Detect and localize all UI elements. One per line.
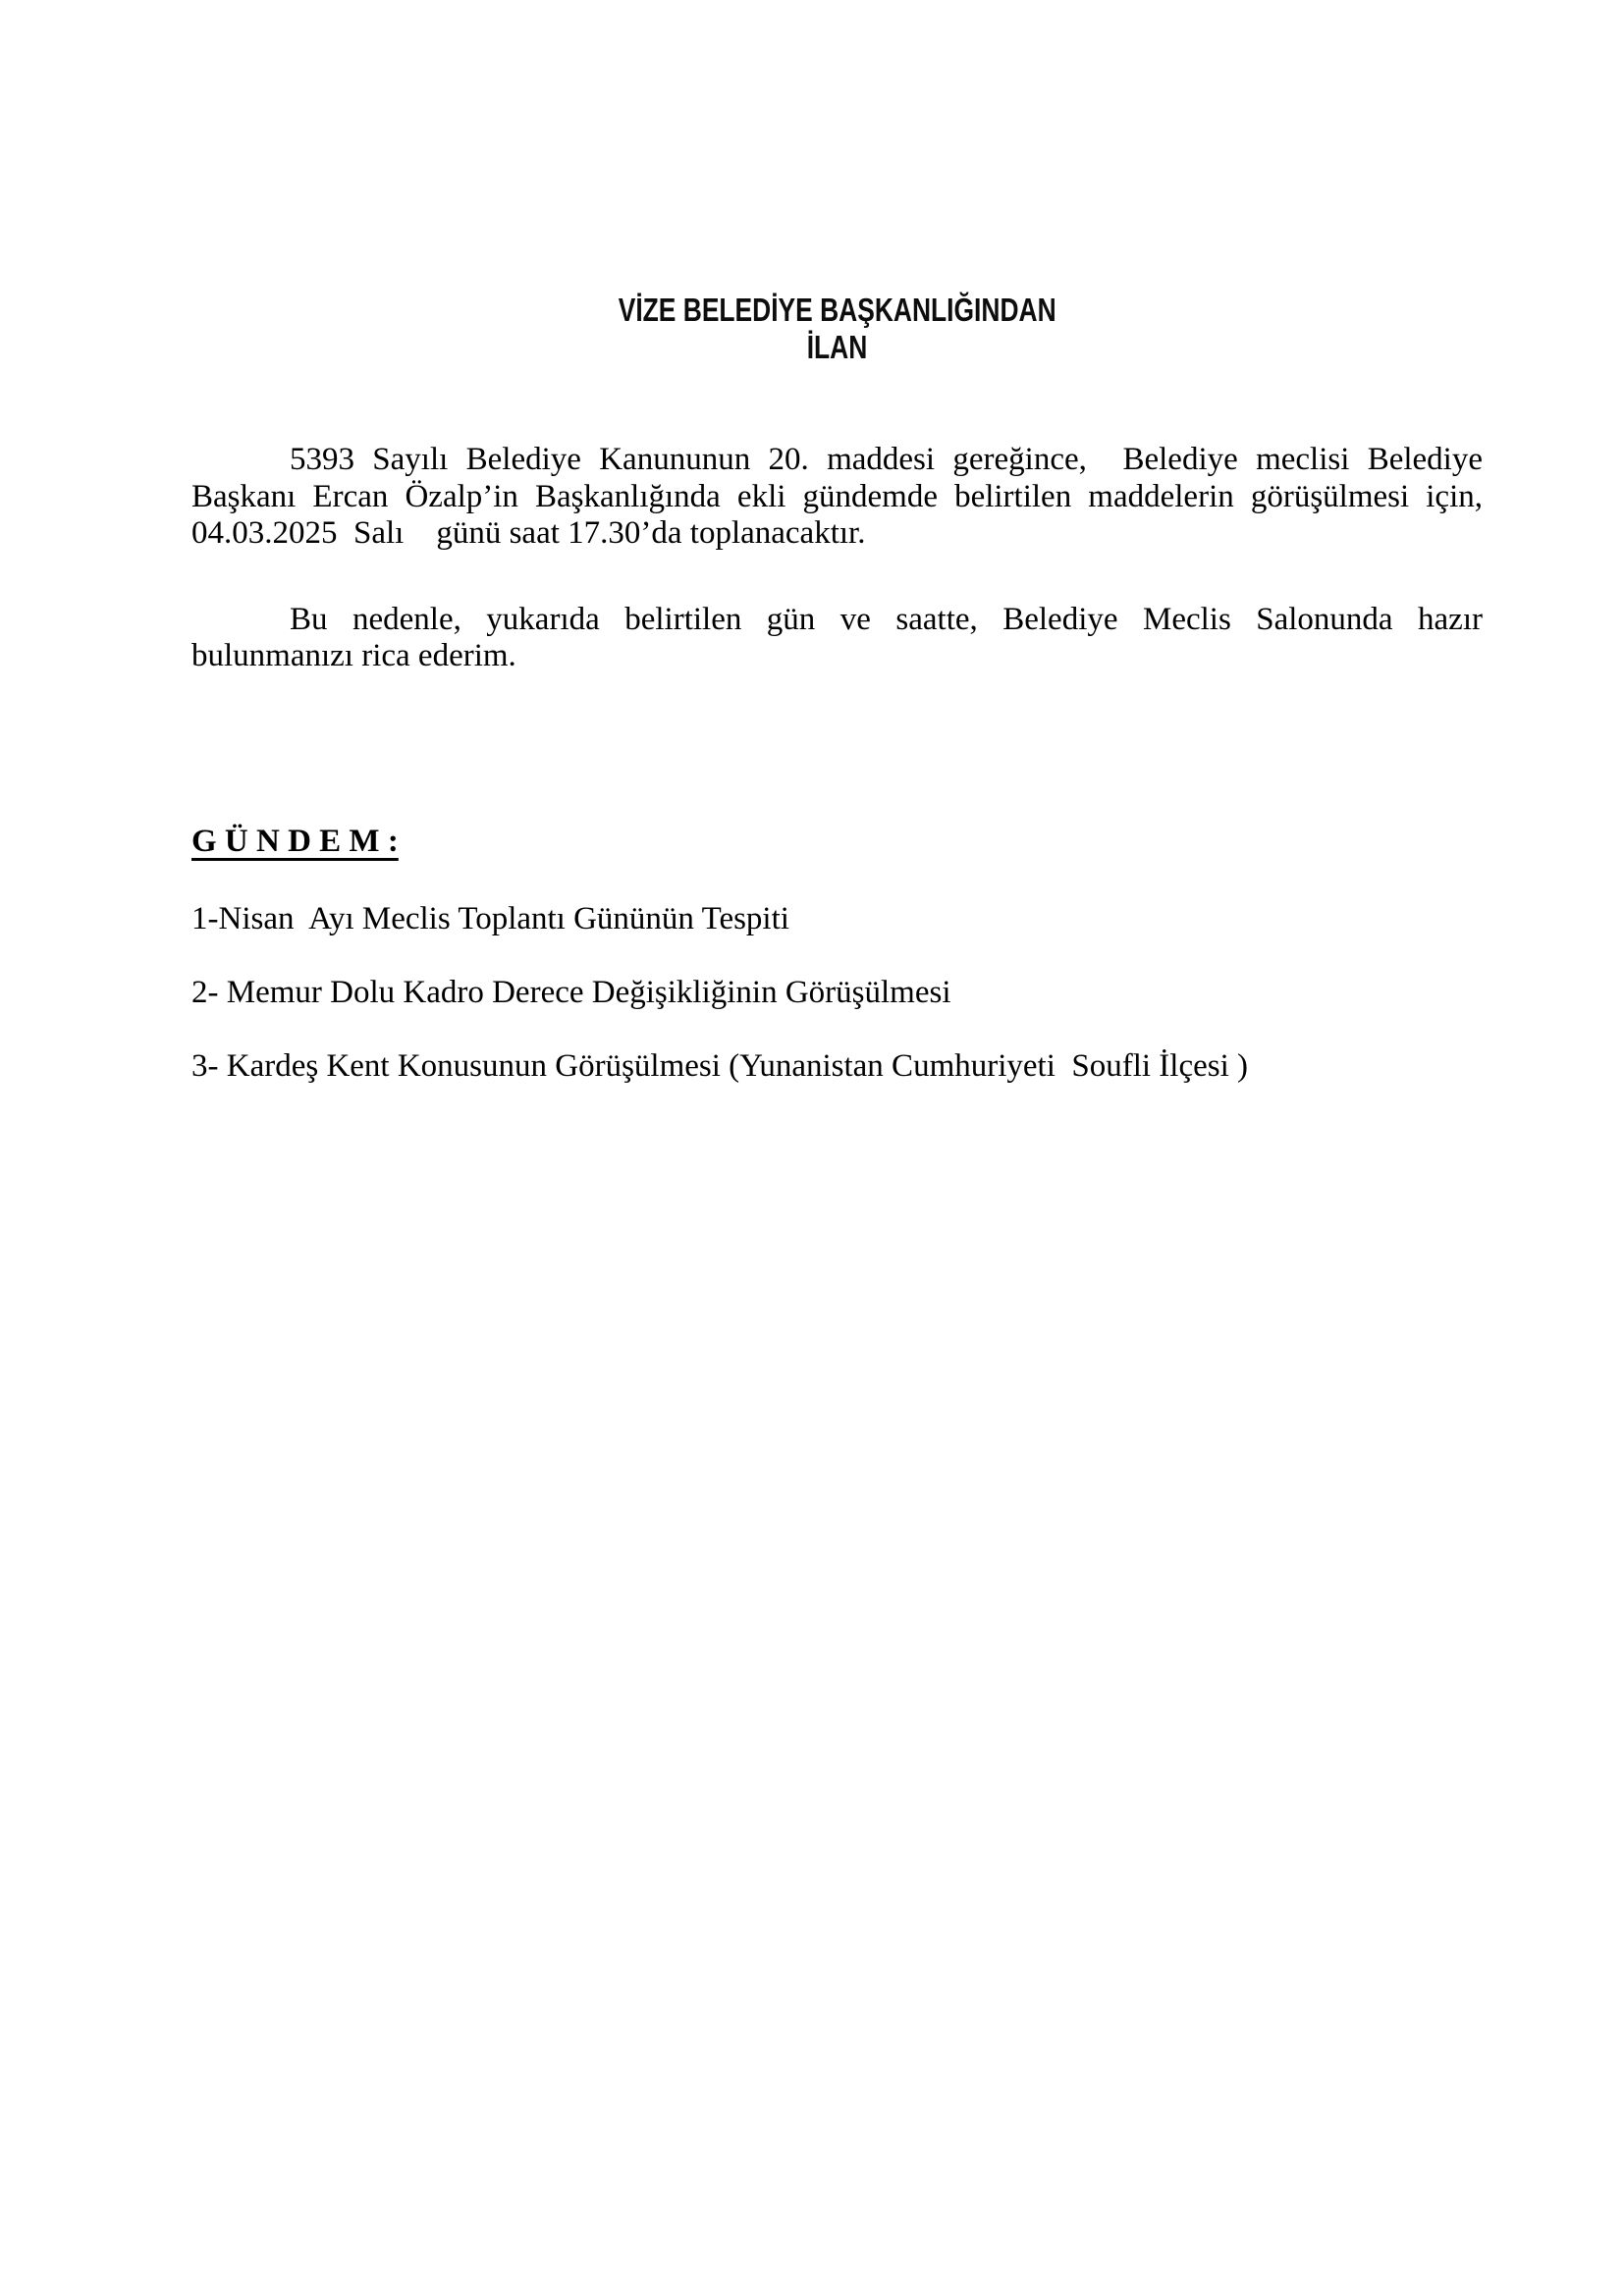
paragraph-meeting-notice: 5393 Sayılı Belediye Kanununun 20. maddesi gereğince, Belediye meclisi Belediye Başkanı Ercan Özalp’in Başkanlığında ekli gündemde belirtilen maddelerin görüşülmesi için, 04.03.2025 Salı günü saat 17.30’da toplanacaktır. [191,442,1491,551]
document-header [191,292,1483,366]
document-title-row [191,292,1483,329]
agenda-item-2: 2- Memur Dolu Kadro Derece Değişikliğinin Görüşülmesi [191,974,951,1010]
document-content [0,292,1624,1085]
paragraph-attendance-request: Bu nedenle, yukarıda belirtilen gün ve saatte, Belediye Meclis Salonunda hazır bulunmanızı rica ederim. [191,601,1491,673]
agenda-heading: G Ü N D E M : [191,823,399,859]
agenda-item-3: 3- Kardeş Kent Konusunun Görüşülmesi (Yunanistan Cumhuriyeti Soufli İlçesi ) [191,1047,1249,1084]
document-subtitle-row [191,329,1483,366]
agenda-section [191,675,1483,1086]
document-subtitle: İLAN [806,329,868,365]
agenda-list [191,901,1483,1086]
agenda-item-1: 1-Nisan Ayı Meclis Toplantı Gününün Tespiti [191,900,789,936]
document-title: VİZE BELEDİYE BAŞKANLIĞINDAN [618,292,1056,328]
